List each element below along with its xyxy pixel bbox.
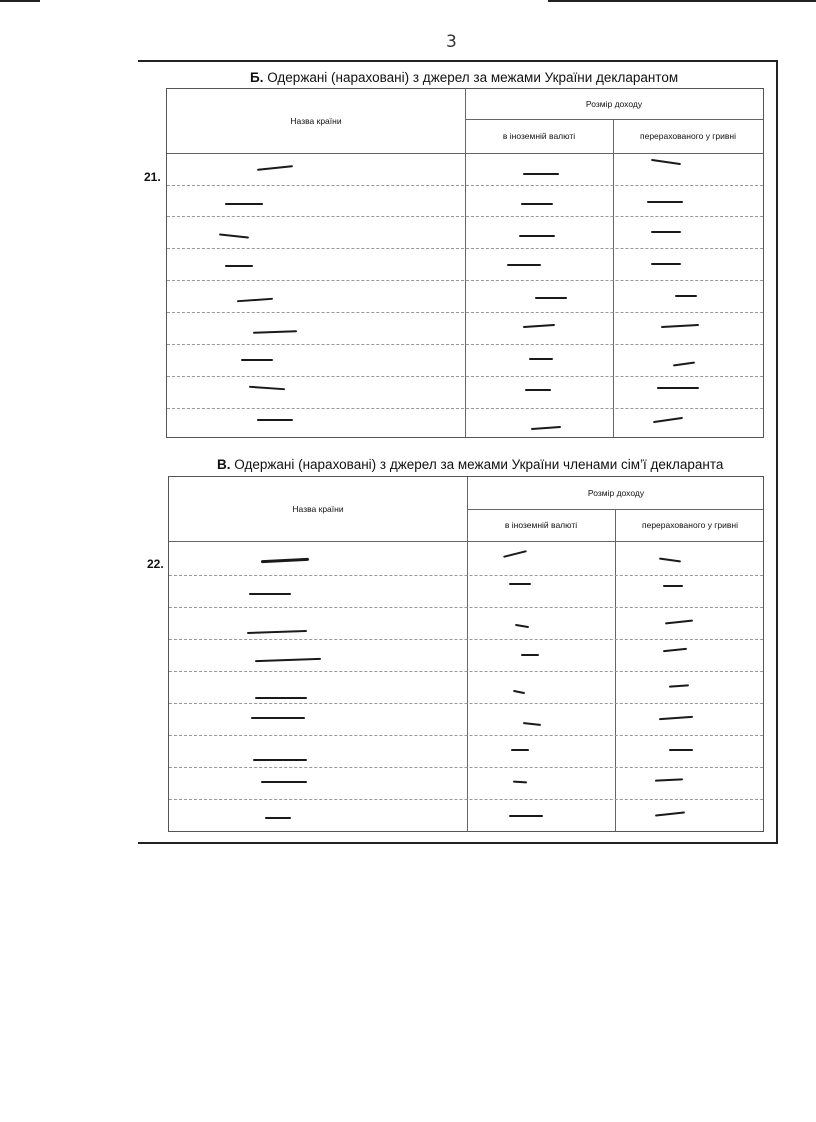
section-v-table [168,476,764,832]
handwritten-dash [511,749,529,751]
section-b-row-number: 21. [144,170,161,184]
header-rule [169,541,763,542]
handwritten-dash [253,330,297,334]
handwritten-dash [225,265,253,267]
handwritten-dash [503,550,527,558]
table-divider [615,509,616,831]
row-rule [169,735,763,736]
section-v-title-text: Одержані (нараховані) з джерел за межами України членами сім’ї декларанта [230,457,724,472]
top-rule-left [0,0,40,2]
handwritten-dash [523,173,559,175]
row-rule [167,185,763,186]
handwritten-dash [509,815,543,817]
handwritten-dash [653,417,683,423]
handwritten-dash [665,620,693,625]
section-b-title-text: Одержані (нараховані) з джерел за межами України декларантом [263,70,679,85]
handwritten-dash [219,233,249,238]
section-b-title-prefix: Б. [250,70,264,85]
top-rule-right [548,0,816,2]
handwritten-dash [509,583,531,585]
handwritten-dash [249,386,285,391]
handwritten-dash [669,684,689,687]
handwritten-dash [675,295,697,297]
handwritten-dash [651,159,681,165]
handwritten-dash [523,324,555,328]
handwritten-dash [507,264,541,266]
handwritten-dash [535,297,567,299]
row-rule [167,312,763,313]
handwritten-dash [513,690,525,694]
handwritten-dash [523,722,541,726]
row-rule [169,799,763,800]
table-divider [613,119,614,437]
handwritten-dash [525,389,551,391]
col-header-converted-uah: перерахованого у гривні [642,520,738,530]
row-rule [167,376,763,377]
handwritten-dash [663,585,683,587]
handwritten-dash [669,749,693,751]
col-header-foreign-currency: в іноземній валюті [504,520,578,530]
page-number: 3 [446,32,457,52]
handwritten-dash [655,778,683,781]
row-rule [169,703,763,704]
handwritten-dash [655,811,685,816]
handwritten-dash [513,781,527,784]
handwritten-dash [261,781,307,783]
handwritten-dash [661,324,699,328]
handwritten-dash [257,419,293,421]
handwritten-dash [663,648,687,652]
row-rule [169,575,763,576]
handwritten-dash [519,235,555,237]
handwritten-dash [521,203,553,205]
handwritten-dash [225,203,263,205]
handwritten-dash [529,358,553,360]
row-rule [167,248,763,249]
col-header-income-size: Розмір доходу [587,488,645,498]
section-v-title [217,457,723,472]
row-rule [169,767,763,768]
section-v-row-number: 22. [147,557,164,571]
col-header-income-size: Розмір доходу [585,99,643,109]
row-rule [169,607,763,608]
handwritten-dash [257,165,293,171]
handwritten-dash [651,263,681,265]
row-rule [167,344,763,345]
col-header-converted-uah: перерахованого у гривні [640,131,736,141]
handwritten-dash [515,624,529,628]
header-rule [167,153,763,154]
col-header-country: Назва країни [292,504,344,514]
handwritten-dash [647,201,683,203]
section-b-title [250,70,678,85]
col-header-foreign-currency: в іноземній валюті [502,131,576,141]
row-rule [167,280,763,281]
row-rule [169,639,763,640]
handwritten-dash [265,817,291,819]
handwritten-dash [261,558,309,564]
row-rule [167,408,763,409]
row-rule [169,671,763,672]
handwritten-dash [255,697,307,699]
handwritten-dash [237,298,273,303]
handwritten-dash [253,759,307,761]
handwritten-dash [531,426,561,430]
handwritten-dash [657,387,699,389]
section-v-title-prefix: В. [217,457,231,472]
handwritten-dash [521,654,539,656]
handwritten-dash [659,557,681,562]
handwritten-dash [673,361,695,366]
handwritten-dash [241,359,273,361]
handwritten-dash [251,717,305,719]
handwritten-dash [651,231,681,233]
handwritten-dash [247,630,307,634]
row-rule [167,216,763,217]
handwritten-dash [659,716,693,720]
col-header-country: Назва країни [290,116,342,126]
handwritten-dash [255,658,321,662]
handwritten-dash [249,593,291,595]
section-b-table [166,88,764,438]
